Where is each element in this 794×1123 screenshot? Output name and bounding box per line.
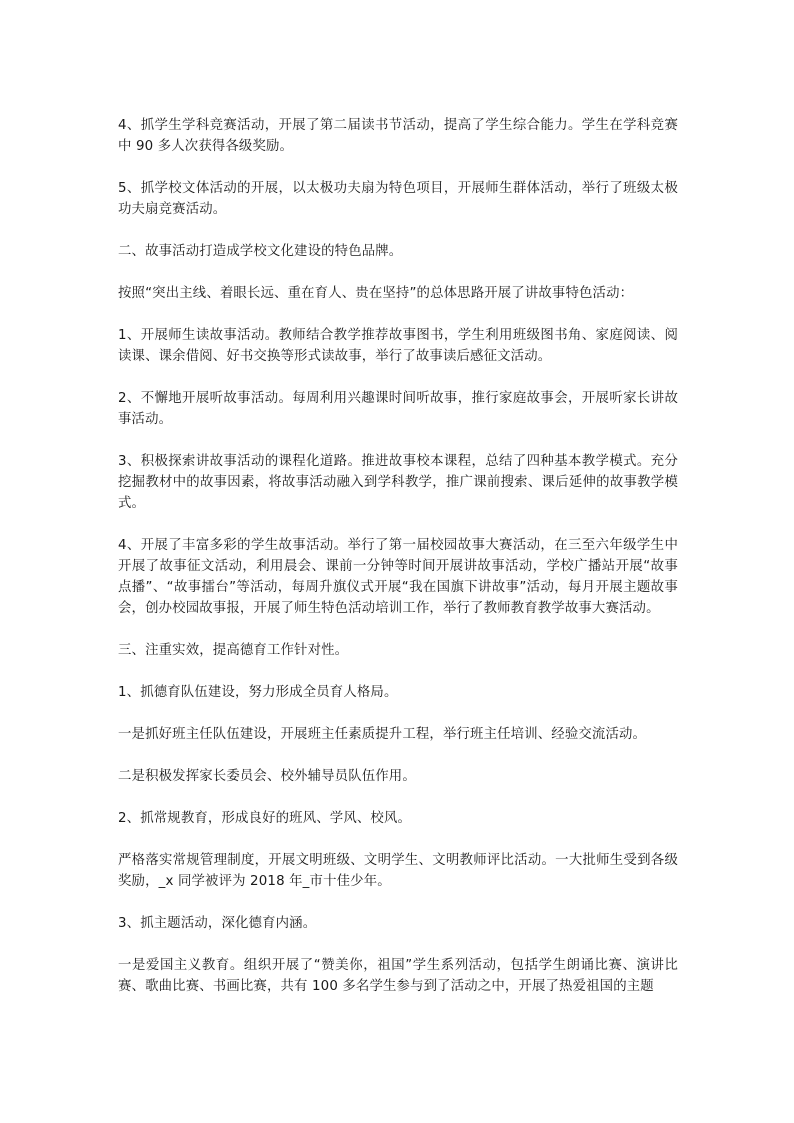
paragraph: 3、积极探索讲故事活动的课程化道路。推进故事校本课程，总结了四种基本教学模式。充分挖掘教材中的故事因素，将故事活动融入到学科教学，推广课前搜索、课后延伸的故事教学模式。: [118, 454, 678, 511]
paragraph: 1、抓德育队伍建设，努力形成全员育人格局。: [118, 685, 398, 700]
paragraph: 4、开展了丰富多彩的学生故事活动。举行了第一届校园故事大赛活动，在三至六年级学生中开展了故事征文活动，利用晨会、课前一分钟等时间开展讲故事活动，学校广播站开展“故事点播”、“故事擂台”等活动，每周升旗仪式开展“我在国旗下讲故事”活动，每月开展主题故事会，创办校园故事报，开展了师生特色活动培训工作，举行了教师教育教学故事大赛活动。: [118, 538, 678, 616]
paragraph: 4、抓学生学科竞赛活动，开展了第二届读书节活动，提高了学生综合能力。学生在学科竞赛中 90 多人次获得各级奖励。: [118, 118, 678, 154]
paragraph: 1、开展师生读故事活动。教师结合教学推荐故事图书，学生利用班级图书角、家庭阅读、阅读课、课余借阅、好书交换等形式读故事，举行了故事读后感征文活动。: [118, 328, 678, 364]
paragraph: 3、抓主题活动，深化德育内涵。: [118, 916, 317, 931]
paragraph: 一是抓好班主任队伍建设，开展班主任素质提升工程，举行班主任培训、经验交流活动。: [118, 727, 647, 742]
paragraph: 2、不懈地开展听故事活动。每周利用兴趣课时间听故事，推行家庭故事会，开展听家长讲故事活动。: [118, 391, 678, 427]
paragraph: 按照“突出主线、着眼长远、重在育人、贵在坚持”的总体思路开展了讲故事特色活动：: [118, 286, 634, 301]
paragraph: 二是积极发挥家长委员会、校外辅导员队伍作用。: [118, 769, 416, 784]
paragraph: 严格落实常规管理制度，开展文明班级、文明学生、文明教师评比活动。一大批师生受到各级奖励，_x 同学被评为 2018 年_市十佳少年。: [118, 853, 678, 889]
paragraph: 一是爱国主义教育。组织开展了“赞美你，祖国”学生系列活动，包括学生朗诵比赛、演讲比赛、歌曲比赛、书画比赛，共有 100 多名学生参与到了活动之中，开展了热爱祖国的主题: [118, 958, 678, 994]
section-heading: 二、故事活动打造成学校文化建设的特色品牌。: [118, 244, 403, 259]
paragraph: 2、抓常规教育，形成良好的班风、学风、校风。: [118, 811, 412, 826]
section-heading: 三、注重实效，提高德育工作针对性。: [118, 643, 349, 658]
paragraph: 5、抓学校文体活动的开展，以太极功夫扇为特色项目，开展师生群体活动，举行了班级太极功夫扇竞赛活动。: [118, 181, 678, 217]
document-body: [118, 115, 678, 1018]
